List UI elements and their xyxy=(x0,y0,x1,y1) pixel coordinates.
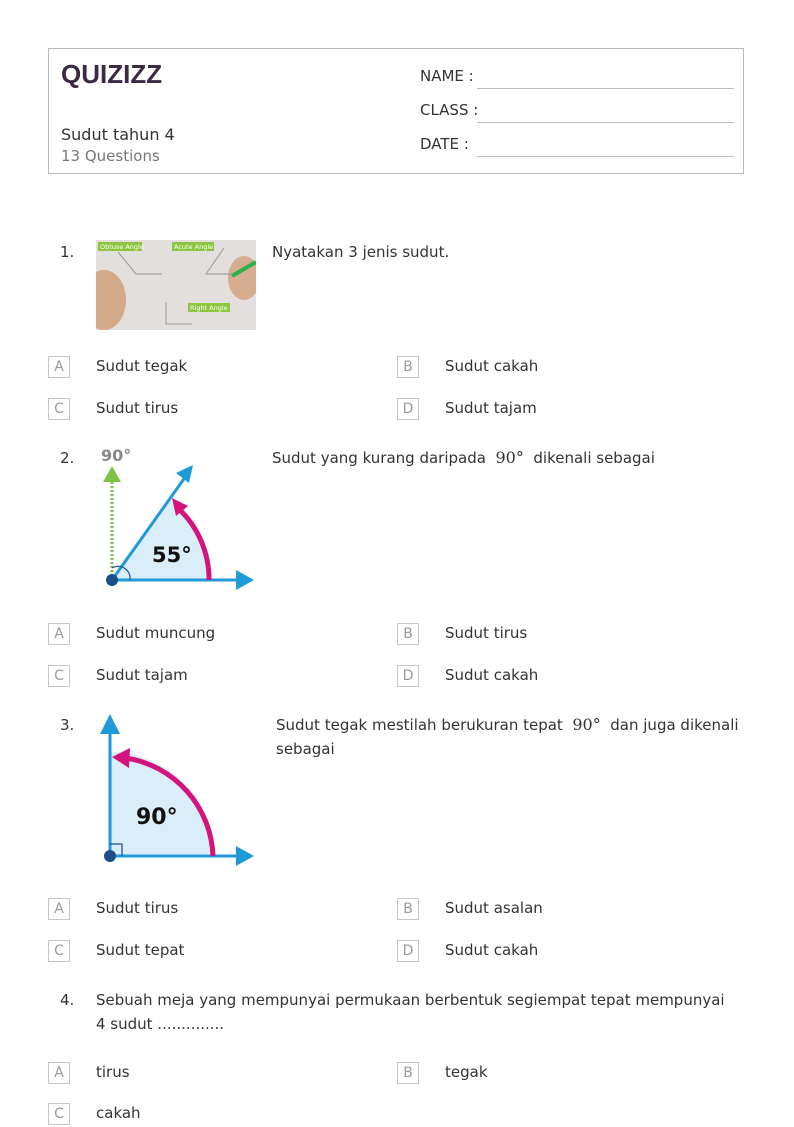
question-text xyxy=(272,713,742,761)
question-text: Sebuah meja yang mempunyai permukaan berbentuk segiempat tepat mempunyai 4 sudut .............. xyxy=(96,991,725,1033)
option-text: tegak xyxy=(445,1063,488,1081)
option-text: Sudut tajam xyxy=(96,666,188,684)
question-number: 4. xyxy=(60,991,75,1009)
class-field[interactable] xyxy=(420,101,734,125)
option-letter-box: B xyxy=(397,898,419,920)
question-number: 3. xyxy=(60,716,75,734)
name-label: NAME : xyxy=(420,67,474,85)
option-letter-box: A xyxy=(48,898,70,920)
option-text: Sudut cakah xyxy=(445,357,539,375)
option-text: Sudut tirus xyxy=(96,399,179,417)
question-text-after: dikenali sebagai xyxy=(533,449,655,467)
option-text: tirus xyxy=(96,1063,130,1081)
acute-angle-label: Acute Angle xyxy=(174,243,214,251)
option-letter-box: C xyxy=(48,398,70,420)
math-expression: 90° xyxy=(572,715,601,734)
right-angle-label: Right Angle xyxy=(190,304,228,312)
option-letter-box: D xyxy=(397,665,419,687)
question-text-after: dan juga dikenali sebagai xyxy=(276,716,739,758)
obtuse-angle-label: Obtuse Angle xyxy=(100,243,144,251)
option-text: Sudut tirus xyxy=(96,899,179,917)
option-text: Sudut tirus xyxy=(445,624,528,642)
option-letter-box: B xyxy=(397,1062,419,1084)
question-text: Nyatakan 3 jenis sudut. xyxy=(272,243,450,261)
option-text: cakah xyxy=(96,1104,141,1122)
acute-angle-diagram xyxy=(96,440,258,598)
option-letter-box: B xyxy=(397,356,419,378)
question-number: 2. xyxy=(60,449,75,467)
question-text-before: Sudut tegak mestilah berukuran tepat xyxy=(276,716,563,734)
question-text-before: Sudut yang kurang daripada xyxy=(272,449,486,467)
question-count: 13 Questions xyxy=(61,147,160,165)
name-field[interactable] xyxy=(420,67,734,91)
worksheet-title: Sudut tahun 4 xyxy=(61,125,175,144)
question-text xyxy=(272,446,742,470)
name-line[interactable] xyxy=(477,88,734,89)
option-text: Sudut cakah xyxy=(445,941,539,959)
option-text: Sudut muncung xyxy=(96,624,216,642)
angle-types-photo xyxy=(96,240,256,330)
class-line[interactable] xyxy=(477,122,734,123)
date-field[interactable] xyxy=(420,135,734,159)
option-letter-box: D xyxy=(397,940,419,962)
option-letter-box: D xyxy=(397,398,419,420)
option-text: Sudut tepat xyxy=(96,941,185,959)
option-text: Sudut asalan xyxy=(445,899,543,917)
option-text: Sudut tegak xyxy=(96,357,188,375)
option-letter-box: C xyxy=(48,1103,70,1125)
ninety-degree-label: 90° xyxy=(136,805,178,830)
date-line[interactable] xyxy=(477,156,734,157)
option-letter-box: A xyxy=(48,1062,70,1084)
option-letter-box: A xyxy=(48,356,70,378)
date-label: DATE : xyxy=(420,135,469,153)
option-text: Sudut tajam xyxy=(445,399,537,417)
option-letter-box: C xyxy=(48,940,70,962)
question-number: 1. xyxy=(60,243,75,261)
option-letter-box: C xyxy=(48,665,70,687)
option-letter-box: A xyxy=(48,623,70,645)
option-letter-box: B xyxy=(397,623,419,645)
right-angle-diagram xyxy=(96,710,258,872)
quizizz-logo: QUIZIZZ xyxy=(61,59,163,89)
class-label: CLASS : xyxy=(420,101,479,119)
math-expression: 90° xyxy=(495,448,524,467)
ninety-degree-label: 90° xyxy=(101,446,132,465)
worksheet-header xyxy=(48,48,744,174)
option-text: Sudut cakah xyxy=(445,666,539,684)
fifty-five-degree-label: 55° xyxy=(152,543,192,567)
